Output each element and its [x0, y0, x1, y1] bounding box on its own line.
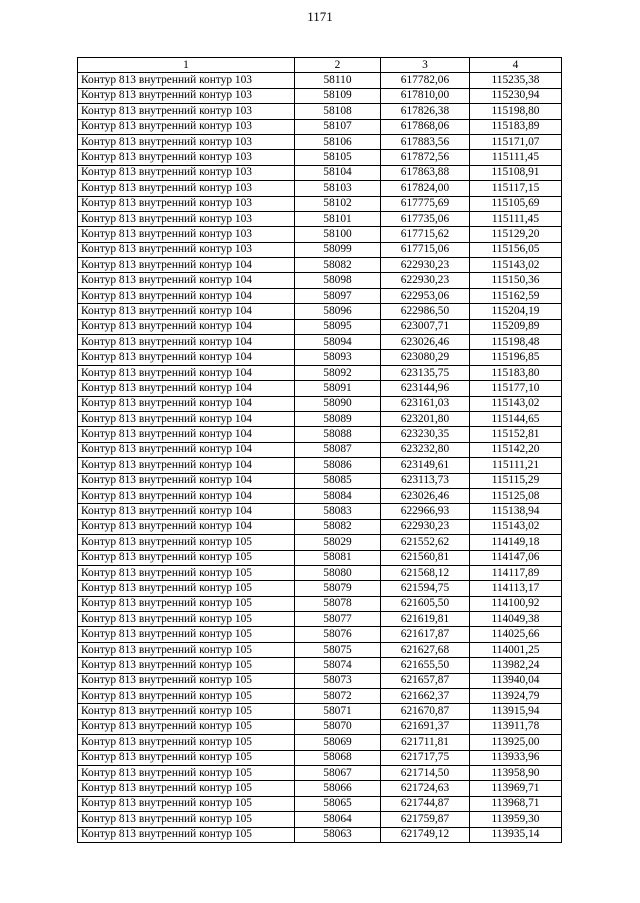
table-row: [78, 627, 562, 642]
x-coordinate-cell: 617868,06: [381, 119, 470, 134]
table-row: [78, 319, 562, 334]
table-row: [78, 242, 562, 257]
table-row: [78, 735, 562, 750]
contour-name-cell: Контур 813 внутренний контур 104: [78, 458, 295, 473]
point-number-cell: 58108: [295, 104, 381, 119]
contour-name-cell: Контур 813 внутренний контур 105: [78, 596, 295, 611]
contour-name-cell: Контур 813 внутренний контур 105: [78, 658, 295, 673]
y-coordinate-cell: 115209,89: [470, 319, 562, 334]
table-row: [78, 765, 562, 780]
contour-name-cell: Контур 813 внутренний контур 104: [78, 288, 295, 303]
table-row: [78, 812, 562, 827]
x-coordinate-cell: 623161,03: [381, 396, 470, 411]
table-row: [78, 73, 562, 88]
point-number-cell: 58086: [295, 458, 381, 473]
point-number-cell: 58076: [295, 627, 381, 642]
table-row: [78, 535, 562, 550]
y-coordinate-cell: 113933,96: [470, 750, 562, 765]
table-row: [78, 427, 562, 442]
contour-name-cell: Контур 813 внутренний контур 103: [78, 196, 295, 211]
point-number-cell: 58092: [295, 365, 381, 380]
point-number-cell: 58093: [295, 350, 381, 365]
y-coordinate-cell: 114100,92: [470, 596, 562, 611]
x-coordinate-cell: 623232,80: [381, 442, 470, 457]
contour-name-cell: Контур 813 внутренний контур 103: [78, 181, 295, 196]
x-coordinate-cell: 617883,56: [381, 134, 470, 149]
table-row: [78, 781, 562, 796]
page-number: 1171: [307, 9, 333, 24]
table-row: [78, 304, 562, 319]
table-row: [78, 519, 562, 534]
x-coordinate-cell: 621670,87: [381, 704, 470, 719]
x-coordinate-cell: 622930,23: [381, 519, 470, 534]
point-number-cell: 58110: [295, 73, 381, 88]
y-coordinate-cell: 115198,48: [470, 335, 562, 350]
y-coordinate-cell: 115230,94: [470, 88, 562, 103]
y-coordinate-cell: 115171,07: [470, 134, 562, 149]
x-coordinate-cell: 617782,06: [381, 73, 470, 88]
contour-name-cell: Контур 813 внутренний контур 105: [78, 581, 295, 596]
contour-name-cell: Контур 813 внутренний контур 103: [78, 119, 295, 134]
contour-name-cell: Контур 813 внутренний контур 105: [78, 781, 295, 796]
y-coordinate-cell: 115162,59: [470, 288, 562, 303]
x-coordinate-cell: 621655,50: [381, 658, 470, 673]
point-number-cell: 58070: [295, 719, 381, 734]
point-number-cell: 58088: [295, 427, 381, 442]
table-row: [78, 612, 562, 627]
y-coordinate-cell: 113959,30: [470, 812, 562, 827]
y-coordinate-cell: 115150,36: [470, 273, 562, 288]
y-coordinate-cell: 115143,02: [470, 519, 562, 534]
x-coordinate-cell: 617863,88: [381, 165, 470, 180]
contour-name-cell: Контур 813 внутренний контур 103: [78, 165, 295, 180]
table-row: [78, 704, 562, 719]
x-coordinate-cell: 617775,69: [381, 196, 470, 211]
point-number-cell: 58101: [295, 211, 381, 226]
y-coordinate-cell: 115235,38: [470, 73, 562, 88]
point-number-cell: 58085: [295, 473, 381, 488]
contour-name-cell: Контур 813 внутренний контур 105: [78, 735, 295, 750]
contour-name-cell: Контур 813 внутренний контур 104: [78, 504, 295, 519]
contour-name-cell: Контур 813 внутренний контур 105: [78, 719, 295, 734]
contour-name-cell: Контур 813 внутренний контур 105: [78, 765, 295, 780]
contour-name-cell: Контур 813 внутренний контур 105: [78, 750, 295, 765]
table-row: [78, 104, 562, 119]
x-coordinate-cell: 621759,87: [381, 812, 470, 827]
y-coordinate-cell: 113940,04: [470, 673, 562, 688]
x-coordinate-cell: 621714,50: [381, 765, 470, 780]
header-col-1: 1: [78, 58, 295, 73]
table-row: [78, 473, 562, 488]
y-coordinate-cell: 115204,19: [470, 304, 562, 319]
x-coordinate-cell: 621605,50: [381, 596, 470, 611]
header-col-2: 2: [295, 58, 381, 73]
table-row: [78, 181, 562, 196]
table-row: [78, 227, 562, 242]
y-coordinate-cell: 114147,06: [470, 550, 562, 565]
x-coordinate-cell: 617824,00: [381, 181, 470, 196]
y-coordinate-cell: 115156,05: [470, 242, 562, 257]
point-number-cell: 58080: [295, 565, 381, 580]
point-number-cell: 58097: [295, 288, 381, 303]
contour-name-cell: Контур 813 внутренний контур 104: [78, 396, 295, 411]
y-coordinate-cell: 114001,25: [470, 642, 562, 657]
contour-name-cell: Контур 813 внутренний контур 103: [78, 104, 295, 119]
table-row: [78, 88, 562, 103]
point-number-cell: 58029: [295, 535, 381, 550]
header-col-3: 3: [381, 58, 470, 73]
header-row: [78, 58, 562, 73]
y-coordinate-cell: 115108,91: [470, 165, 562, 180]
y-coordinate-cell: 115138,94: [470, 504, 562, 519]
point-number-cell: 58077: [295, 612, 381, 627]
x-coordinate-cell: 621749,12: [381, 827, 470, 842]
table-row: [78, 258, 562, 273]
point-number-cell: 58105: [295, 150, 381, 165]
table-row: [78, 750, 562, 765]
table-row: [78, 550, 562, 565]
y-coordinate-cell: 114149,18: [470, 535, 562, 550]
point-number-cell: 58094: [295, 335, 381, 350]
x-coordinate-cell: 621657,87: [381, 673, 470, 688]
contour-name-cell: Контур 813 внутренний контур 104: [78, 427, 295, 442]
point-number-cell: 58081: [295, 550, 381, 565]
table-row: [78, 350, 562, 365]
y-coordinate-cell: 115129,20: [470, 227, 562, 242]
y-coordinate-cell: 115143,02: [470, 258, 562, 273]
table-row: [78, 719, 562, 734]
x-coordinate-cell: 617715,62: [381, 227, 470, 242]
y-coordinate-cell: 115183,89: [470, 119, 562, 134]
x-coordinate-cell: 617826,38: [381, 104, 470, 119]
y-coordinate-cell: 115115,29: [470, 473, 562, 488]
table-row: [78, 827, 562, 842]
y-coordinate-cell: 113969,71: [470, 781, 562, 796]
contour-name-cell: Контур 813 внутренний контур 105: [78, 565, 295, 580]
point-number-cell: 58089: [295, 411, 381, 426]
point-number-cell: 58065: [295, 796, 381, 811]
x-coordinate-cell: 622930,23: [381, 258, 470, 273]
contour-name-cell: Контур 813 внутренний контур 104: [78, 411, 295, 426]
x-coordinate-cell: 617872,56: [381, 150, 470, 165]
contour-name-cell: Контур 813 внутренний контур 103: [78, 150, 295, 165]
contour-name-cell: Контур 813 внутренний контур 104: [78, 350, 295, 365]
table-row: [78, 458, 562, 473]
point-number-cell: 58064: [295, 812, 381, 827]
contour-name-cell: Контур 813 внутренний контур 104: [78, 488, 295, 503]
x-coordinate-cell: 623230,35: [381, 427, 470, 442]
x-coordinate-cell: 621627,68: [381, 642, 470, 657]
contour-name-cell: Контур 813 внутренний контур 105: [78, 550, 295, 565]
point-number-cell: 58091: [295, 381, 381, 396]
x-coordinate-cell: 622930,23: [381, 273, 470, 288]
contour-name-cell: Контур 813 внутренний контур 105: [78, 673, 295, 688]
point-number-cell: 58090: [295, 396, 381, 411]
point-number-cell: 58107: [295, 119, 381, 134]
y-coordinate-cell: 113968,71: [470, 796, 562, 811]
y-coordinate-cell: 113911,78: [470, 719, 562, 734]
x-coordinate-cell: 623201,80: [381, 411, 470, 426]
y-coordinate-cell: 114117,89: [470, 565, 562, 580]
table-row: [78, 211, 562, 226]
point-number-cell: 58071: [295, 704, 381, 719]
x-coordinate-cell: 621724,63: [381, 781, 470, 796]
table-row: [78, 581, 562, 596]
x-coordinate-cell: 622986,50: [381, 304, 470, 319]
contour-name-cell: Контур 813 внутренний контур 104: [78, 304, 295, 319]
contour-name-cell: Контур 813 внутренний контур 103: [78, 211, 295, 226]
contour-name-cell: Контур 813 внутренний контур 105: [78, 812, 295, 827]
table-row: [78, 273, 562, 288]
y-coordinate-cell: 115111,45: [470, 150, 562, 165]
x-coordinate-cell: 623026,46: [381, 335, 470, 350]
table-row: [78, 119, 562, 134]
y-coordinate-cell: 115125,08: [470, 488, 562, 503]
point-number-cell: 58099: [295, 242, 381, 257]
table-row: [78, 596, 562, 611]
point-number-cell: 58103: [295, 181, 381, 196]
y-coordinate-cell: 113935,14: [470, 827, 562, 842]
x-coordinate-cell: 621568,12: [381, 565, 470, 580]
point-number-cell: 58083: [295, 504, 381, 519]
table-row: [78, 165, 562, 180]
contour-name-cell: Контур 813 внутренний контур 105: [78, 689, 295, 704]
contour-name-cell: Контур 813 внутренний контур 105: [78, 827, 295, 842]
table-row: [78, 411, 562, 426]
x-coordinate-cell: 621691,37: [381, 719, 470, 734]
point-number-cell: 58095: [295, 319, 381, 334]
table-row: [78, 488, 562, 503]
x-coordinate-cell: 621594,75: [381, 581, 470, 596]
y-coordinate-cell: 114025,66: [470, 627, 562, 642]
x-coordinate-cell: 623080,29: [381, 350, 470, 365]
x-coordinate-cell: 622966,93: [381, 504, 470, 519]
x-coordinate-cell: 623113,73: [381, 473, 470, 488]
x-coordinate-cell: 621717,75: [381, 750, 470, 765]
table-row: [78, 134, 562, 149]
table-row: [78, 396, 562, 411]
table-row: [78, 642, 562, 657]
point-number-cell: 58068: [295, 750, 381, 765]
y-coordinate-cell: 113915,94: [470, 704, 562, 719]
table-header: [78, 58, 562, 73]
contour-name-cell: Контур 813 внутренний контур 104: [78, 381, 295, 396]
y-coordinate-cell: 115111,21: [470, 458, 562, 473]
table-row: [78, 150, 562, 165]
y-coordinate-cell: 113924,79: [470, 689, 562, 704]
table-body: [78, 73, 562, 843]
point-number-cell: 58109: [295, 88, 381, 103]
y-coordinate-cell: 115183,80: [470, 365, 562, 380]
point-number-cell: 58082: [295, 519, 381, 534]
table-row: [78, 196, 562, 211]
y-coordinate-cell: 115198,80: [470, 104, 562, 119]
point-number-cell: 58063: [295, 827, 381, 842]
contour-name-cell: Контур 813 внутренний контур 105: [78, 612, 295, 627]
x-coordinate-cell: 621744,87: [381, 796, 470, 811]
point-number-cell: 58082: [295, 258, 381, 273]
table-row: [78, 381, 562, 396]
x-coordinate-cell: 623135,75: [381, 365, 470, 380]
x-coordinate-cell: 621619,81: [381, 612, 470, 627]
contour-name-cell: Контур 813 внутренний контур 104: [78, 258, 295, 273]
point-number-cell: 58079: [295, 581, 381, 596]
contour-name-cell: Контур 813 внутренний контур 103: [78, 73, 295, 88]
contour-name-cell: Контур 813 внутренний контур 105: [78, 704, 295, 719]
contour-name-cell: Контур 813 внутренний контур 103: [78, 242, 295, 257]
contour-name-cell: Контур 813 внутренний контур 104: [78, 273, 295, 288]
y-coordinate-cell: 115144,65: [470, 411, 562, 426]
x-coordinate-cell: 621711,81: [381, 735, 470, 750]
table-row: [78, 689, 562, 704]
x-coordinate-cell: 617735,06: [381, 211, 470, 226]
contour-name-cell: Контур 813 внутренний контур 104: [78, 473, 295, 488]
point-number-cell: 58074: [295, 658, 381, 673]
point-number-cell: 58096: [295, 304, 381, 319]
y-coordinate-cell: 115111,45: [470, 211, 562, 226]
table-row: [78, 365, 562, 380]
contour-name-cell: Контур 813 внутренний контур 104: [78, 365, 295, 380]
point-number-cell: 58067: [295, 765, 381, 780]
contour-name-cell: Контур 813 внутренний контур 104: [78, 319, 295, 334]
table-row: [78, 673, 562, 688]
contour-name-cell: Контур 813 внутренний контур 104: [78, 335, 295, 350]
x-coordinate-cell: 621662,37: [381, 689, 470, 704]
contour-name-cell: Контур 813 внутренний контур 104: [78, 519, 295, 534]
x-coordinate-cell: 623007,71: [381, 319, 470, 334]
table-row: [78, 658, 562, 673]
y-coordinate-cell: 115105,69: [470, 196, 562, 211]
table-row: [78, 565, 562, 580]
y-coordinate-cell: 114049,38: [470, 612, 562, 627]
y-coordinate-cell: 115117,15: [470, 181, 562, 196]
y-coordinate-cell: 113982,24: [470, 658, 562, 673]
point-number-cell: 58084: [295, 488, 381, 503]
contour-name-cell: Контур 813 внутренний контур 105: [78, 796, 295, 811]
x-coordinate-cell: 621560,81: [381, 550, 470, 565]
y-coordinate-cell: 115142,20: [470, 442, 562, 457]
y-coordinate-cell: 113925,00: [470, 735, 562, 750]
contour-name-cell: Контур 813 внутренний контур 104: [78, 442, 295, 457]
x-coordinate-cell: 623144,96: [381, 381, 470, 396]
table-row: [78, 335, 562, 350]
table-row: [78, 442, 562, 457]
y-coordinate-cell: 115152,81: [470, 427, 562, 442]
contour-name-cell: Контур 813 внутренний контур 105: [78, 642, 295, 657]
point-number-cell: 58069: [295, 735, 381, 750]
x-coordinate-cell: 621617,87: [381, 627, 470, 642]
point-number-cell: 58075: [295, 642, 381, 657]
x-coordinate-cell: 623149,61: [381, 458, 470, 473]
x-coordinate-cell: 623026,46: [381, 488, 470, 503]
x-coordinate-cell: 617810,00: [381, 88, 470, 103]
point-number-cell: 58072: [295, 689, 381, 704]
x-coordinate-cell: 617715,06: [381, 242, 470, 257]
contour-name-cell: Контур 813 внутренний контур 103: [78, 88, 295, 103]
coordinates-table: [77, 57, 562, 843]
table-row: [78, 504, 562, 519]
point-number-cell: 58100: [295, 227, 381, 242]
point-number-cell: 58106: [295, 134, 381, 149]
point-number-cell: 58087: [295, 442, 381, 457]
table-row: [78, 796, 562, 811]
y-coordinate-cell: 115143,02: [470, 396, 562, 411]
y-coordinate-cell: 114113,17: [470, 581, 562, 596]
y-coordinate-cell: 113958,90: [470, 765, 562, 780]
y-coordinate-cell: 115177,10: [470, 381, 562, 396]
contour-name-cell: Контур 813 внутренний контур 103: [78, 134, 295, 149]
point-number-cell: 58098: [295, 273, 381, 288]
point-number-cell: 58073: [295, 673, 381, 688]
point-number-cell: 58066: [295, 781, 381, 796]
x-coordinate-cell: 622953,06: [381, 288, 470, 303]
point-number-cell: 58104: [295, 165, 381, 180]
point-number-cell: 58102: [295, 196, 381, 211]
y-coordinate-cell: 115196,85: [470, 350, 562, 365]
contour-name-cell: Контур 813 внутренний контур 103: [78, 227, 295, 242]
contour-name-cell: Контур 813 внутренний контур 105: [78, 627, 295, 642]
table-row: [78, 288, 562, 303]
header-col-4: 4: [470, 58, 562, 73]
contour-name-cell: Контур 813 внутренний контур 105: [78, 535, 295, 550]
point-number-cell: 58078: [295, 596, 381, 611]
x-coordinate-cell: 621552,62: [381, 535, 470, 550]
